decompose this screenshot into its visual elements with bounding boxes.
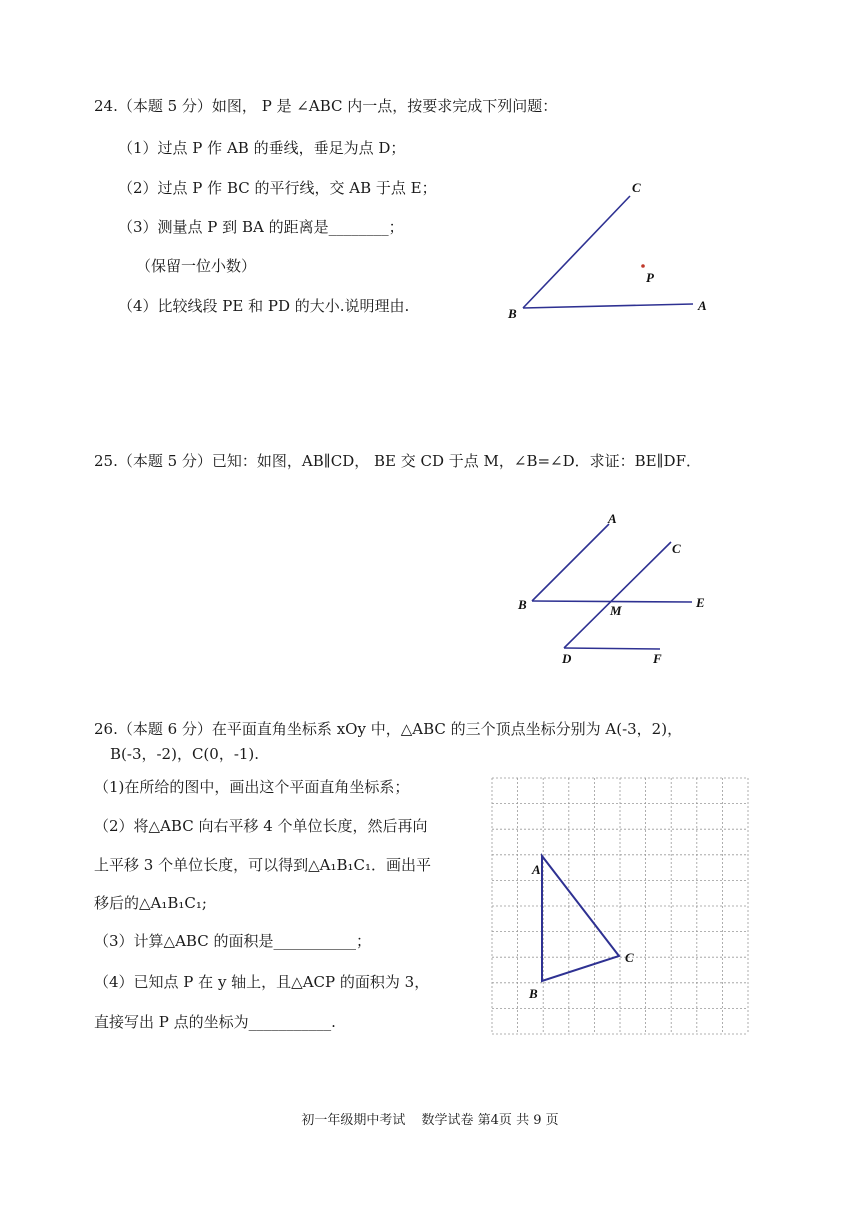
label-m: M (610, 603, 622, 618)
label-b: B (508, 306, 517, 321)
line-dc (564, 542, 671, 648)
q26-item-2c: 移后的△A₁B₁C₁; (94, 894, 207, 912)
label-c: C (672, 541, 681, 556)
ray-ba (523, 304, 693, 308)
footer-page: 数学试卷 第4页 共 9 页 (421, 1113, 559, 1128)
label-b: B (518, 597, 527, 612)
q26-grid-figure (490, 776, 752, 1038)
q26-header-line2: B(-3，-2)，C(0，-1). (110, 745, 260, 763)
q24-item-3: （3）测量点 P 到 BA 的距离是________； (118, 218, 404, 236)
q26-item-2b: 上平移 3 个单位长度，可以得到△A₁B₁C₁．画出平 (94, 856, 431, 874)
q24-figure (490, 170, 730, 330)
label-b: B (529, 986, 538, 1001)
label-a: A (608, 511, 617, 526)
line-ab (532, 524, 609, 601)
triangle-abc (542, 856, 619, 981)
label-f: F (653, 651, 662, 666)
label-a: A (532, 862, 541, 877)
page-footer (0, 1112, 860, 1130)
q25-figure (500, 505, 740, 675)
label-c: C (625, 950, 634, 965)
label-c: C (632, 180, 641, 195)
label-e: E (696, 595, 705, 610)
point-p (641, 264, 645, 268)
q26-item-2a: （2）将△ABC 向右平移 4 个单位长度，然后再向 (94, 817, 428, 835)
q24-item-2: （2）过点 P 作 BC 的平行线，交 AB 于点 E； (118, 179, 437, 197)
label-p: P (646, 270, 654, 285)
q24-item-3-note: （保留一位小数） (136, 257, 257, 275)
label-d: D (562, 651, 572, 666)
q26-item-1: （1)在所给的图中，画出这个平面直角坐标系； (94, 778, 410, 796)
q24-header: 24.（本题 5 分）如图， P 是 ∠ABC 内一点，按要求完成下列问题： (94, 97, 558, 115)
q26-item-4b: 直接写出 P 点的坐标为___________. (94, 1013, 336, 1031)
ray-bc (523, 196, 630, 308)
line-df (564, 648, 660, 649)
q26-header-line1: 26.（本题 6 分）在平面直角坐标系 xOy 中，△ABC 的三个顶点坐标分别为 A(-3，2)， (94, 720, 683, 738)
label-a: A (698, 298, 707, 313)
q24-item-4: （4）比较线段 PE 和 PD 的大小.说明理由. (118, 297, 410, 315)
q24-item-1: （1）过点 P 作 AB 的垂线，垂足为点 D； (118, 139, 406, 157)
footer-exam: 初一年级期中考试 (301, 1113, 406, 1128)
q26-item-4a: （4）已知点 P 在 y 轴上，且△ACP 的面积为 3， (94, 973, 430, 991)
q25-header: 25.（本题 5 分）已知：如图，AB∥CD， BE 交 CD 于点 M，∠B=∠D．求证：BE∥DF． (94, 452, 701, 470)
q26-item-3: （3）计算△ABC 的面积是___________； (94, 932, 371, 950)
